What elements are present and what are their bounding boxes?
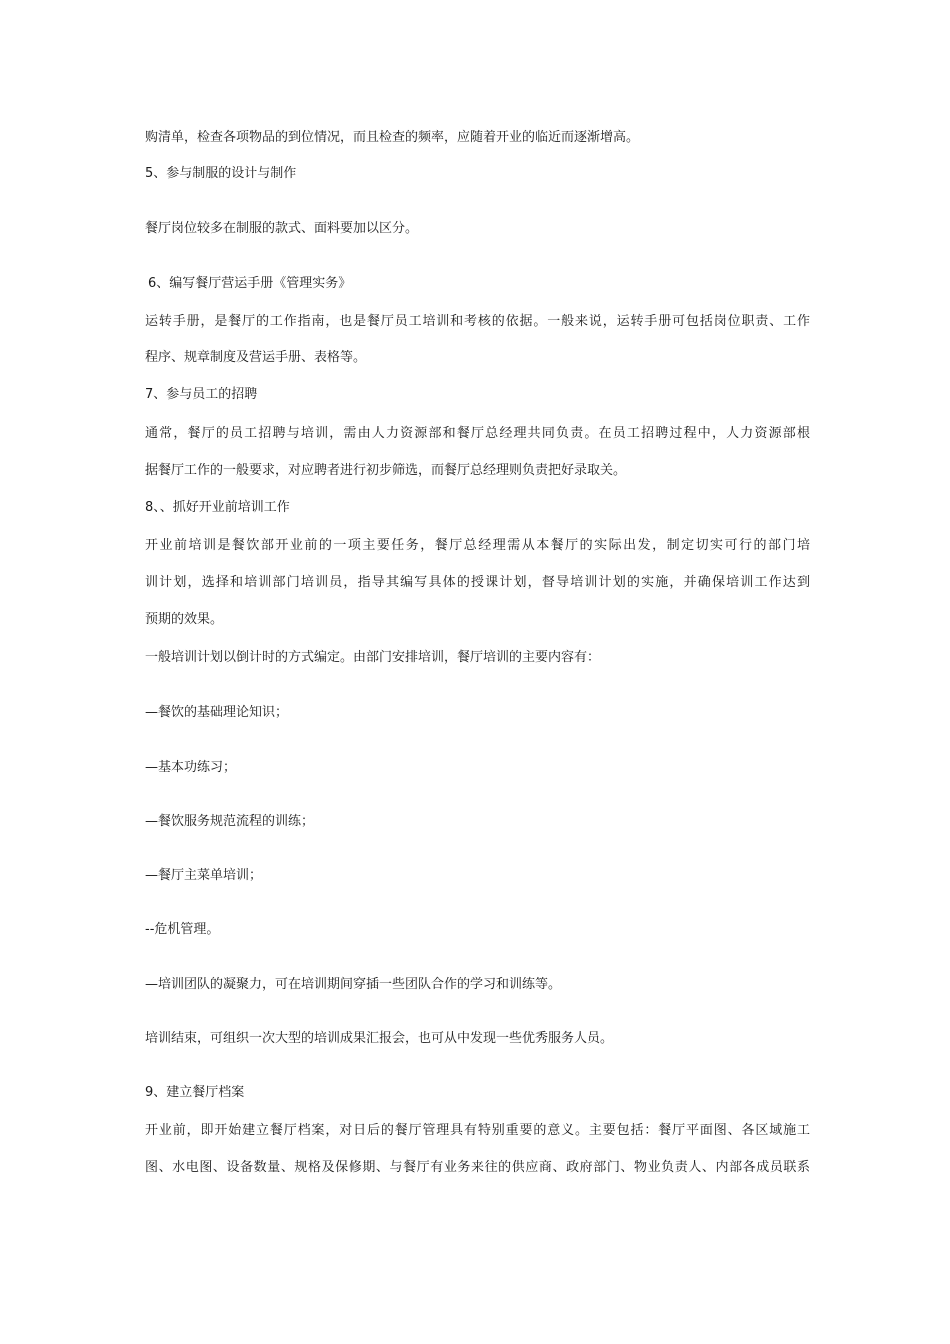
paragraph-line: 训计划，选择和培训部门培训员，指导其编写具体的授课计划，督导培训计划的实施，并确保培训工作达到 xyxy=(145,575,810,590)
section-heading-9: 9、建立餐厅档案 xyxy=(145,1085,245,1100)
paragraph-line: 程序、规章制度及营运手册、表格等。 xyxy=(145,350,367,365)
list-item: —餐饮服务规范流程的训练； xyxy=(145,814,315,829)
section-heading-8: 8、、抓好开业前培训工作 xyxy=(145,500,290,515)
list-item: —餐厅主菜单培训； xyxy=(145,868,263,883)
paragraph-line: 购清单，检查各项物品的到位情况，而且检查的频率，应随着开业的临近而逐渐增高。 xyxy=(145,130,640,145)
section-heading-5: 5、参与制服的设计与制作 xyxy=(145,166,297,181)
paragraph-line: 图、水电图、设备数量、规格及保修期、与餐厅有业务来往的供应商、政府部门、物业负责人、内部各成员联系 xyxy=(145,1160,810,1175)
paragraph-line: 据餐厅工作的一般要求，对应聘者进行初步筛选，而餐厅总经理则负责把好录取关。 xyxy=(145,463,627,478)
list-item: —餐饮的基础理论知识； xyxy=(145,705,289,720)
paragraph-line: 预期的效果。 xyxy=(145,612,224,627)
paragraph-line: 一般培训计划以倒计时的方式编定。由部门安排培训，餐厅培训的主要内容有： xyxy=(145,650,601,665)
list-item: --危机管理。 xyxy=(145,922,220,937)
section-heading-6: 6、编写餐厅营运手册《管理实务》 xyxy=(148,276,352,291)
paragraph-line: 餐厅岗位较多在制服的款式、面料要加以区分。 xyxy=(145,221,419,236)
paragraph-line: 运转手册，是餐厅的工作指南，也是餐厅员工培训和考核的依据。一般来说，运转手册可包括岗位职责、工作 xyxy=(145,314,810,329)
section-heading-7: 7、参与员工的招聘 xyxy=(145,387,258,402)
paragraph-line: 培训结束，可组织一次大型的培训成果汇报会，也可从中发现一些优秀服务人员。 xyxy=(145,1031,614,1046)
paragraph-line: 开业前，即开始建立餐厅档案，对日后的餐厅管理具有特别重要的意义。主要包括：餐厅平面图、各区域施工 xyxy=(145,1123,810,1138)
list-item: —培训团队的凝聚力，可在培训期间穿插一些团队合作的学习和训练等。 xyxy=(145,977,562,992)
paragraph-line: 通常，餐厅的员工招聘与培训，需由人力资源部和餐厅总经理共同负责。在员工招聘过程中，人力资源部根 xyxy=(145,426,810,441)
list-item: —基本功练习； xyxy=(145,760,237,775)
paragraph-line: 开业前培训是餐饮部开业前的一项主要任务，餐厅总经理需从本餐厅的实际出发，制定切实可行的部门培 xyxy=(145,538,810,553)
